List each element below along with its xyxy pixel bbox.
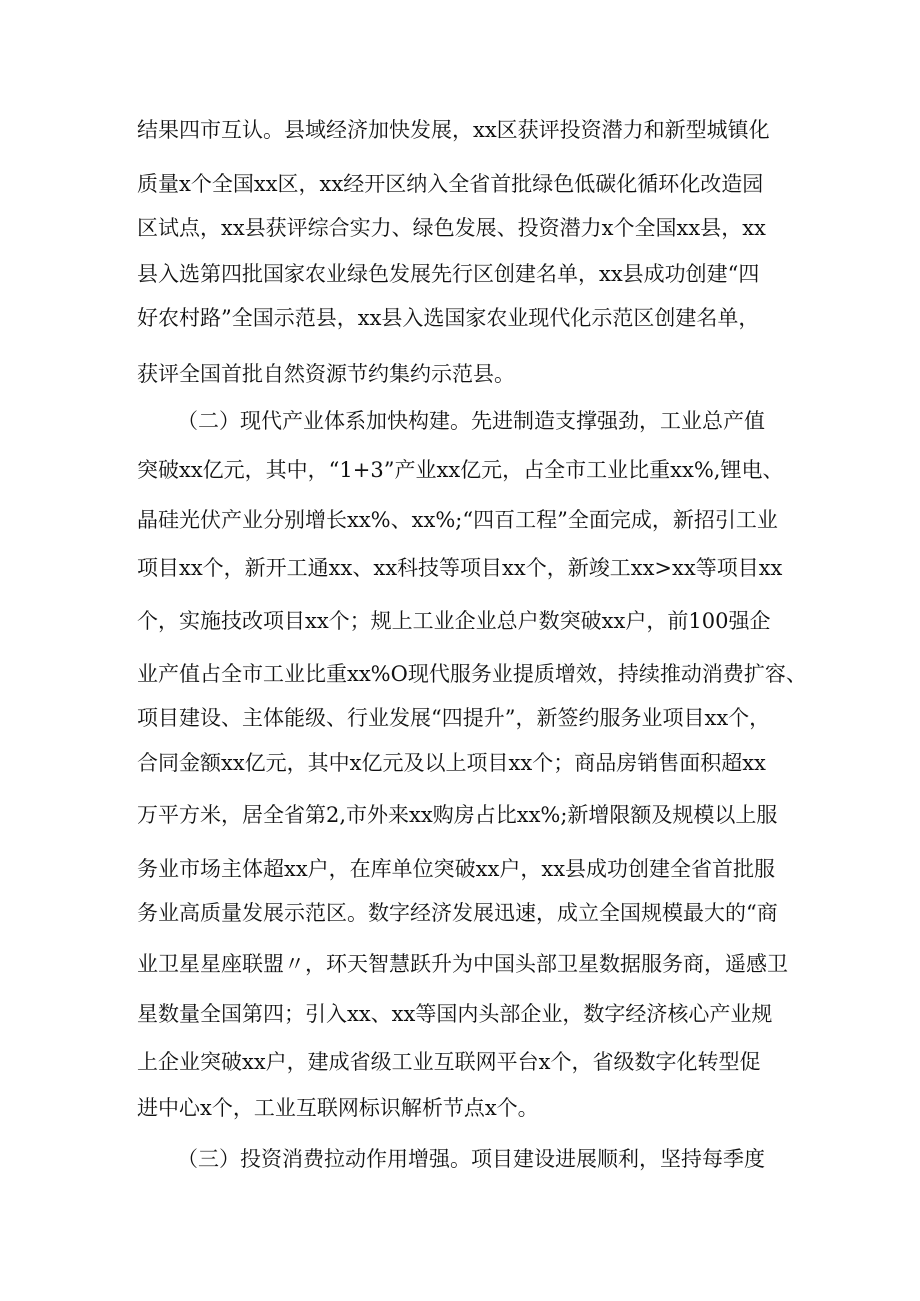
section-heading-line: （三）投资消费拉动作用增强。项目建设进展顺利，坚持每季度 [177,1147,765,1171]
paragraph-line: 业产值占全市工业比重xx%O现代服务业提质增效，持续推动消费扩容、 [137,662,807,686]
paragraph-line: 质量x个全国xx区，xx经开区纳入全省首批绿色低碳化循环化改造园 [137,172,764,196]
section-heading-line: （二）现代产业体系加快构建。先进制造支撑强劲，工业总产值 [177,409,765,433]
paragraph-line: 业卫星星座联盟〃，环天智慧跃升为中国头部卫星数据服务商，遥感卫 [137,952,788,976]
paragraph-line: 进中心x个，工业互联网标识解析节点x个。 [137,1096,539,1120]
paragraph-line: 万平方米，居全省第2,市外来xx购房占比xx%;新增限额及规模以上服 [137,803,778,827]
paragraph-line: 星数量全国第四；引入xx、xx等国内头部企业，数字经济核心产业规 [137,1002,773,1026]
paragraph-line: 突破xx亿元，其中，“1+3”产业xx亿元，占全市工业比重xx%,锂电、 [137,458,784,482]
paragraph-line: 务业市场主体超xx户，在库单位突破xx户，xx县成功创建全省首批服 [137,857,776,881]
paragraph-line: 个，实施技改项目xx个；规上工业企业总户数突破xx户，前100强企 [137,609,771,633]
paragraph-line: 获评全国首批自然资源节约集约示范县。 [137,362,515,386]
paragraph-line: 好农村路”全国示范县，xx县入选国家农业现代化示范区创建名单， [137,306,760,330]
paragraph-line: 结果四市互认。县域经济加快发展，xx区获评投资潜力和新型城镇化 [137,118,770,142]
paragraph-line: 务业高质量发展示范区。数字经济发展迅速，成立全国规模最大的“商 [137,901,778,925]
paragraph-line: 项目xx个，新开工通xx、xx科技等项目xx个，新竣工xx>xx等项目xx [137,556,783,580]
paragraph-line: 项目建设、主体能级、行业发展“四提升”，新签约服务业项目xx个， [137,706,771,730]
paragraph-line: 合同金额xx亿元，其中x亿元及以上项目xx个；商品房销售面积超xx [137,751,766,775]
paragraph-line: 县入选第四批国家农业绿色发展先行区创建名单，xx县成功创建“四 [137,262,760,286]
paragraph-line: 区试点，xx县获评综合实力、绿色发展、投资潜力x个全国xx县，xx [137,216,766,240]
paragraph-line: 上企业突破xx户，建成省级工业互联网平台x个，省级数字化转型促 [137,1050,761,1074]
paragraph-line: 晶硅光伏产业分别增长xx%、xx%;“四百工程”全面完成，新招引工业 [137,508,778,532]
